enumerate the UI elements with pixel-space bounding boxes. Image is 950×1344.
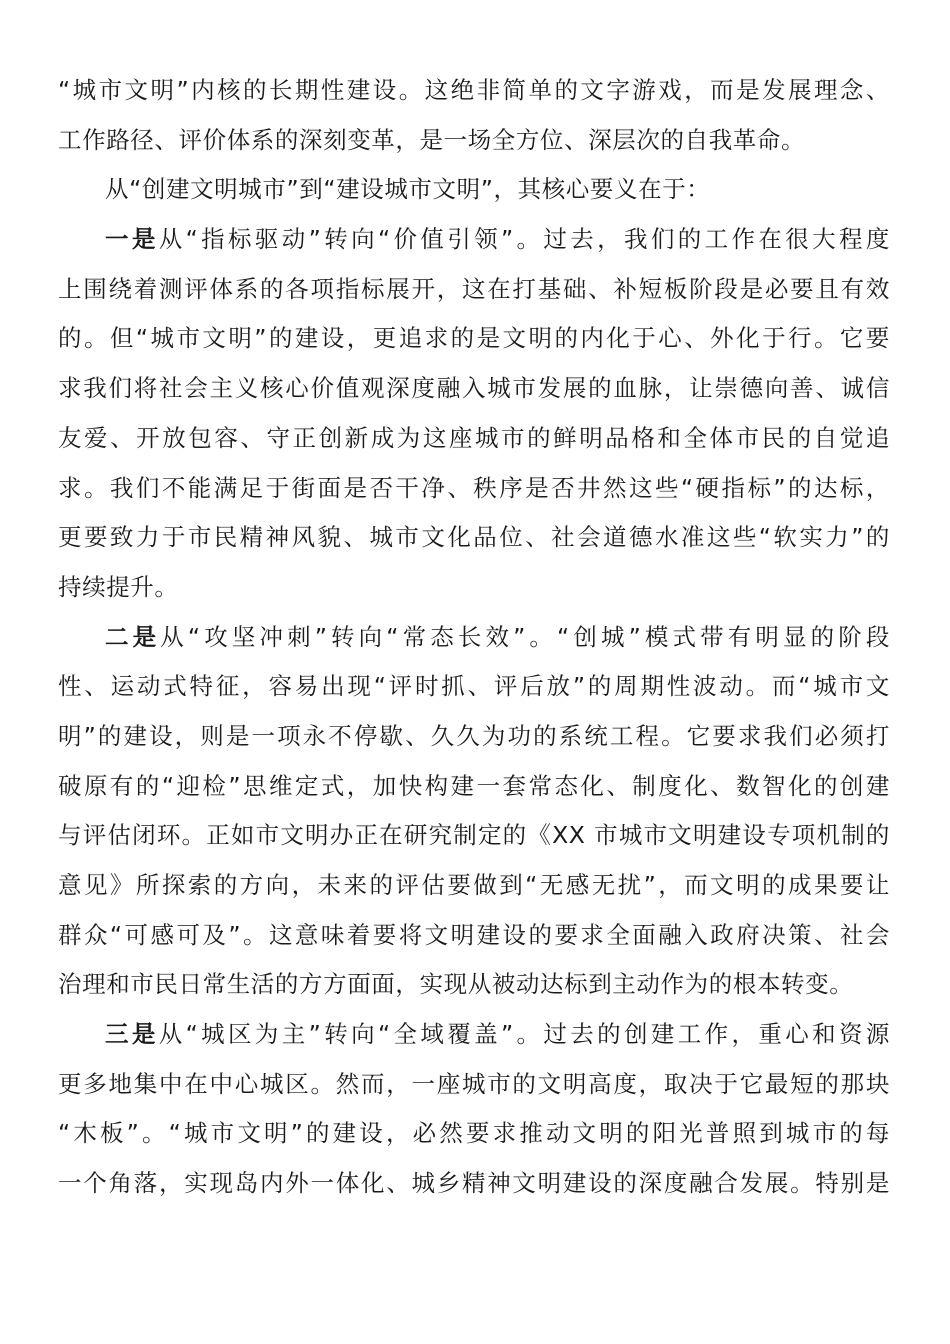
text-line: 群众“可感可及”。这意味着要将文明建设的要求全面融入政府决策、社会 (58, 920, 890, 949)
text-line: “城市文明”内核的长期性建设。这绝非简单的文字游戏，而是发展理念、 (58, 76, 890, 104)
text-line: 治理和市民日常生活的方方面面，实现从被动达标到主动作为的根本转变。 (58, 970, 854, 999)
text-line: 破原有的“迎检”思维定式，加快构建一套常态化、制度化、数智化的创建 (58, 771, 890, 800)
paragraph-continuation (58, 66, 890, 165)
text-line: 明”的建设，则是一项永不停歇、久久为功的系统工程。它要求我们必须打 (58, 721, 890, 750)
paragraph-intro (58, 165, 890, 215)
paragraph-point-three (58, 1010, 890, 1209)
text-line: 一个角落，实现岛内外一体化、城乡精神文明建设的深度融合发展。特别是 (58, 1169, 890, 1198)
text-line: “木板”。“城市文明”的建设，必然要求推动文明的阳光普照到城市的每 (58, 1119, 890, 1148)
text-line: 友爱、开放包容、守正创新成为这座城市的鲜明品格和全体市民的自觉追 (58, 423, 890, 452)
text-line: 意见》所探索的方向，未来的评估要做到“无感无扰”，而文明的成果要让 (58, 871, 890, 899)
paragraph-point-two (58, 613, 890, 1011)
text-line: 更要致力于市民精神风貌、城市文化品位、社会道德水准这些“软实力”的 (58, 523, 890, 552)
text-line: 求。我们不能满足于街面是否干净、秩序是否井然这些“硬指标”的达标， (58, 473, 890, 502)
text-line: 二是从“攻坚冲刺”转向“常态长效”。“创城”模式带有明显的阶段 (105, 622, 890, 651)
point-heading: 二是 (105, 622, 161, 651)
text-line: 三是从“城区为主”转向“全域覆盖”。过去的创建工作，重心和资源 (105, 1020, 890, 1049)
text-line: 上围绕着测评体系的各项指标展开，这在打基础、补短板阶段是必要且有效 (58, 274, 890, 303)
paragraph-point-one (58, 215, 890, 613)
point-heading: 三是 (105, 1020, 159, 1049)
text-line: 一是从“指标驱动”转向“价值引领”。过去，我们的工作在很大程度 (105, 225, 890, 254)
document-page (58, 66, 890, 1209)
text-line: 性、运动式特征，容易出现“评时抓、评后放”的周期性波动。而“城市文 (58, 672, 890, 701)
text-line: 与评估闭环。正如市文明办正在研究制定的《XX 市城市文明建设专项机制的 (58, 821, 890, 850)
text-line: 工作路径、评价体系的深刻变革，是一场全方位、深层次的自我革命。 (58, 125, 806, 154)
text-line: 持续提升。 (58, 572, 179, 601)
text-line: 更多地集中在中心城区。然而，一座城市的文明高度，取决于它最短的那块 (58, 1069, 890, 1098)
text-line: 求我们将社会主义核心价值观深度融入城市发展的血脉，让崇德向善、诚信 (58, 374, 890, 403)
text-line: 的。但“城市文明”的建设，更追求的是文明的内化于心、外化于行。它要 (58, 324, 890, 353)
text-line: 从“创建文明城市”到“建设城市文明”，其核心要义在于： (105, 175, 711, 204)
point-heading: 一是 (105, 225, 159, 254)
